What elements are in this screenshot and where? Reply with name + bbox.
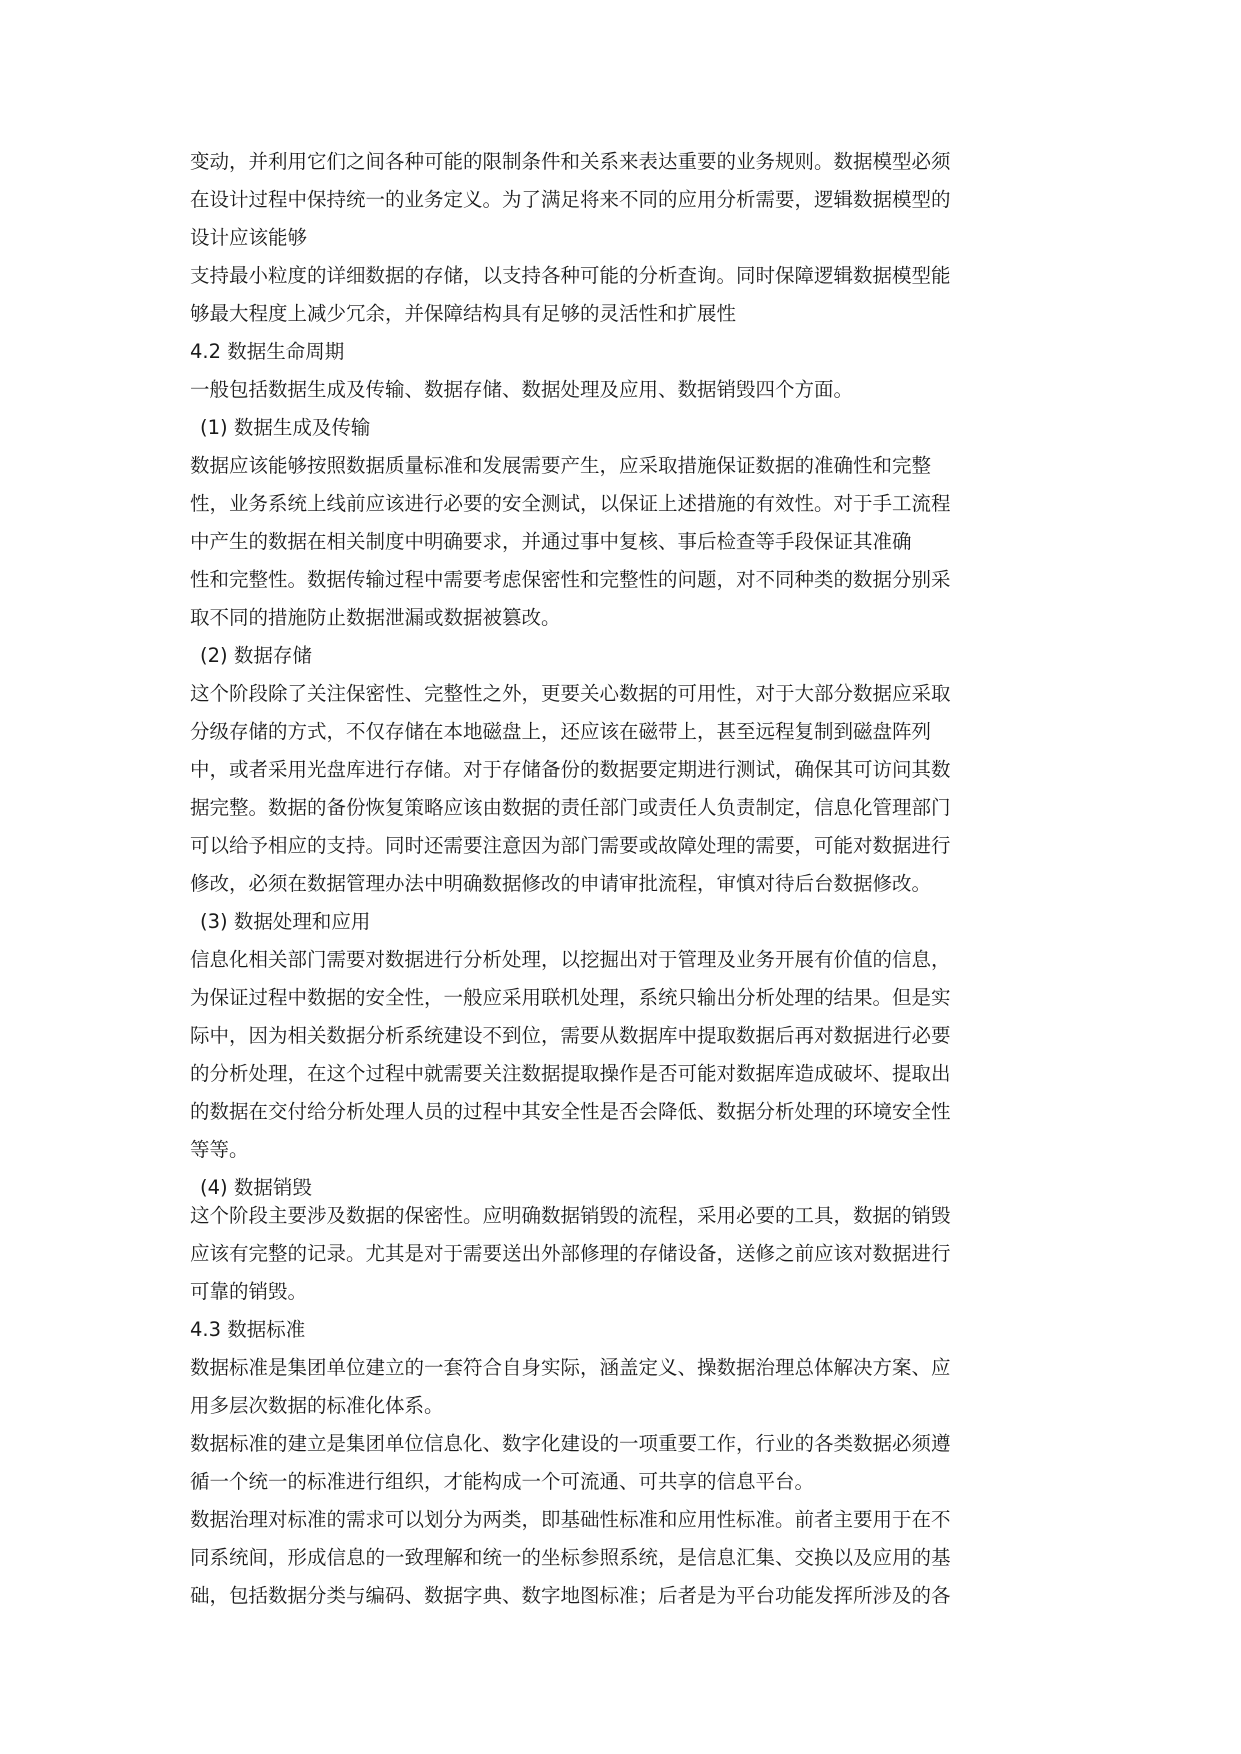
document-body [190, 143, 1070, 1615]
section-heading: 4.3 数据标准 [190, 1318, 306, 1341]
paragraph-line: 信息化相关部门需要对数据进行分析处理，以挖掘出对于管理及业务开展有价值的信息， [190, 948, 951, 971]
paragraph-line: 变动，并利用它们之间各种可能的限制条件和关系来表达重要的业务规则。数据模型必须 [190, 150, 951, 173]
paragraph-line: 数据标准的建立是集团单位信息化、数字化建设的一项重要工作，行业的各类数据必须遵 [190, 1432, 951, 1455]
paragraph-line: 这个阶段除了关注保密性、完整性之外，更要关心数据的可用性，对于大部分数据应采取 [190, 682, 951, 705]
paragraph-line: 数据应该能够按照数据质量标准和发展需要产生，应采取措施保证数据的准确性和完整 [190, 454, 932, 477]
paragraph-line: 等等。 [190, 1138, 249, 1161]
paragraph-line: 同系统间，形成信息的一致理解和统一的坐标参照系统，是信息汇集、交换以及应用的基 [190, 1546, 951, 1569]
paragraph-line: 用多层次数据的标准化体系。 [190, 1394, 444, 1417]
paragraph-line: 循一个统一的标准进行组织，才能构成一个可流通、可共享的信息平台。 [190, 1470, 815, 1493]
paragraph-line: 应该有完整的记录。尤其是对于需要送出外部修理的存储设备，送修之前应该对数据进行 [190, 1242, 951, 1265]
paragraph-line: 的数据在交付给分析处理人员的过程中其安全性是否会降低、数据分析处理的环境安全性 [190, 1100, 951, 1123]
paragraph-line: 在设计过程中保持统一的业务定义。为了满足将来不同的应用分析需要，逻辑数据模型的 [190, 188, 951, 211]
subsection-heading: (1) 数据生成及传输 [200, 416, 371, 439]
paragraph-line: 这个阶段主要涉及数据的保密性。应明确数据销毁的流程，采用必要的工具，数据的销毁 [190, 1204, 951, 1227]
subsection-heading: (4) 数据销毁 [200, 1176, 312, 1199]
subsection-heading: (2) 数据存储 [200, 644, 312, 667]
paragraph-line: 性和完整性。数据传输过程中需要考虑保密性和完整性的问题，对不同种类的数据分别采 [190, 568, 951, 591]
paragraph-line: 为保证过程中数据的安全性，一般应采用联机处理，系统只输出分析处理的结果。但是实 [190, 986, 951, 1009]
paragraph-line: 际中，因为相关数据分析系统建设不到位，需要从数据库中提取数据后再对数据进行必要 [190, 1024, 951, 1047]
paragraph-line: 数据治理对标准的需求可以划分为两类，即基础性标准和应用性标准。前者主要用于在不 [190, 1508, 951, 1531]
paragraph-line: 取不同的措施防止数据泄漏或数据被篡改。 [190, 606, 561, 629]
paragraph-line: 中产生的数据在相关制度中明确要求，并通过事中复核、事后检查等手段保证其准确 [190, 530, 912, 553]
paragraph-line: 分级存储的方式，不仅存储在本地磁盘上，还应该在磁带上，甚至远程复制到磁盘阵列 [190, 720, 932, 743]
paragraph-line: 可靠的销毁。 [190, 1280, 308, 1303]
paragraph-line: 够最大程度上减少冗余，并保障结构具有足够的灵活性和扩展性 [190, 302, 737, 325]
paragraph-line: 设计应该能够 [190, 226, 308, 249]
paragraph-line: 可以给予相应的支持。同时还需要注意因为部门需要或故障处理的需要，可能对数据进行 [190, 834, 951, 857]
section-heading: 4.2 数据生命周期 [190, 340, 345, 363]
paragraph-line: 数据标准是集团单位建立的一套符合自身实际，涵盖定义、操数据治理总体解决方案、应 [190, 1356, 951, 1379]
subsection-heading: (3) 数据处理和应用 [200, 910, 371, 933]
paragraph-line: 据完整。数据的备份恢复策略应该由数据的责任部门或责任人负责制定，信息化管理部门 [190, 796, 951, 819]
paragraph-line: 中，或者采用光盘库进行存储。对于存储备份的数据要定期进行测试，确保其可访问其数 [190, 758, 951, 781]
paragraph-line: 支持最小粒度的详细数据的存储，以支持各种可能的分析查询。同时保障逻辑数据模型能 [190, 264, 951, 287]
paragraph-line: 修改，必须在数据管理办法中明确数据修改的申请审批流程，审慎对待后台数据修改。 [190, 872, 932, 895]
paragraph-line: 性，业务系统上线前应该进行必要的安全测试，以保证上述措施的有效性。对于手工流程 [190, 492, 951, 515]
paragraph-line: 础，包括数据分类与编码、数据字典、数字地图标准；后者是为平台功能发挥所涉及的各 [190, 1584, 951, 1607]
paragraph-line: 一般包括数据生成及传输、数据存储、数据处理及应用、数据销毁四个方面。 [190, 378, 854, 401]
paragraph-line: 的分析处理，在这个过程中就需要关注数据提取操作是否可能对数据库造成破坏、提取出 [190, 1062, 951, 1085]
